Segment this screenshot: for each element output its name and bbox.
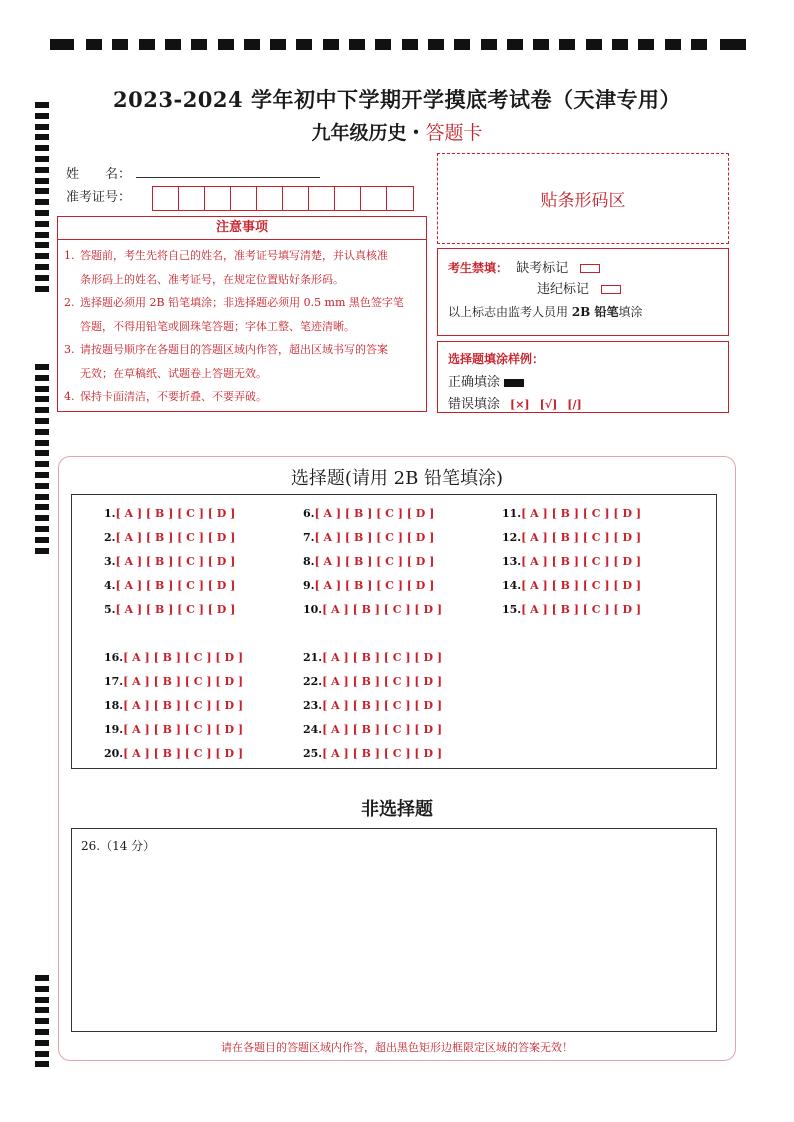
timing-mark	[218, 39, 234, 50]
timing-mark	[533, 39, 549, 50]
timing-mark	[35, 515, 49, 521]
choice-answer-area	[71, 494, 717, 769]
timing-mark	[35, 986, 49, 992]
timing-mark	[35, 286, 49, 292]
forbid-box	[437, 248, 729, 336]
question-number: 19.	[104, 723, 124, 736]
question-19-options[interactable]	[104, 723, 243, 736]
timing-mark	[612, 39, 628, 50]
option-bubbles[interactable]: [ A ] [ B ] [ C ] [ D ]	[322, 651, 443, 664]
timing-mark	[559, 39, 575, 50]
timing-mark	[50, 39, 74, 50]
timing-mark	[35, 167, 49, 173]
question-number: 2.	[104, 531, 116, 544]
timing-mark	[35, 997, 49, 1003]
choice-section-title: 选择题(请用 2B 铅笔填涂)	[290, 468, 504, 489]
option-bubbles[interactable]: [ A ] [ B ] [ C ] [ D ]	[123, 747, 244, 760]
timing-mark	[35, 232, 49, 238]
option-bubbles[interactable]: [ A ] [ B ] [ C ] [ D ]	[322, 603, 443, 616]
option-bubbles[interactable]: [ A ] [ B ] [ C ] [ D ]	[314, 531, 435, 544]
left-timing-marks-bottom	[35, 975, 50, 1075]
forbid-note-prefix: 以上标志由监考人员用	[448, 305, 572, 319]
timing-mark	[35, 386, 49, 392]
timing-mark	[481, 39, 497, 50]
timing-mark	[35, 1061, 49, 1067]
exam-number-label: 准考证号：	[66, 190, 132, 205]
timing-mark	[323, 39, 339, 50]
question-1-options[interactable]	[104, 507, 235, 520]
notice-line: 条形码上的姓名、准考证号，在规定位置贴好条形码。	[80, 272, 344, 286]
notice-heading: 注意事项	[57, 216, 427, 240]
name-field[interactable]	[136, 177, 320, 178]
barcode-area	[437, 153, 729, 244]
question-9-options[interactable]	[303, 579, 434, 592]
exam-number-cell[interactable]	[335, 187, 361, 210]
timing-mark	[402, 39, 418, 50]
question-number: 14.	[502, 579, 522, 592]
question-number: 21.	[303, 651, 323, 664]
timing-mark	[375, 39, 391, 50]
absent-mark-label: 缺考标记	[516, 261, 569, 276]
question-number: 4.	[104, 579, 116, 592]
timing-mark	[35, 221, 49, 227]
forbid-label: 考生禁填：	[448, 261, 509, 275]
timing-mark	[35, 418, 49, 424]
timing-mark	[296, 39, 312, 50]
notice-item	[64, 291, 420, 338]
notice-line: 保持卡面清洁，不要折叠、不要弄破。	[80, 390, 267, 403]
question-18-options[interactable]	[104, 699, 243, 712]
subtitle-subject: 九年级历史・	[311, 122, 426, 144]
timing-mark	[35, 494, 49, 500]
question-number: 13.	[502, 555, 522, 568]
question-26-area[interactable]	[71, 828, 717, 1032]
notice-item	[64, 338, 420, 385]
timing-mark	[112, 39, 128, 50]
question-number: 3.	[104, 555, 116, 568]
question-21-options[interactable]	[303, 651, 442, 664]
fill-sample-box	[437, 341, 729, 413]
question-12-options[interactable]	[502, 531, 641, 544]
notice-num: 1.	[64, 249, 75, 262]
timing-mark	[35, 264, 49, 270]
timing-mark	[270, 39, 286, 50]
sample-label: 选择题填涂样例：	[448, 352, 545, 366]
notice-line: 请按题号顺序在各题目的答题区域内作答，超出区域书写的答案	[80, 343, 388, 356]
timing-mark	[35, 188, 49, 194]
question-number: 22.	[303, 675, 323, 688]
exam-number-cell[interactable]	[153, 187, 179, 210]
notice-num: 4.	[64, 390, 75, 403]
timing-mark	[35, 145, 49, 151]
question-17-options[interactable]	[104, 675, 243, 688]
timing-mark	[35, 364, 49, 370]
question-number: 11.	[502, 507, 522, 520]
question-6-options[interactable]	[303, 507, 434, 520]
question-number: 23.	[303, 699, 323, 712]
correct-fill-mark	[504, 379, 524, 387]
option-bubbles[interactable]: [ A ] [ B ] [ C ] [ D ]	[322, 699, 443, 712]
timing-mark	[665, 39, 681, 50]
question-7-options[interactable]	[303, 531, 434, 544]
timing-mark	[35, 178, 49, 184]
absent-mark-box[interactable]	[580, 264, 600, 273]
timing-mark	[507, 39, 523, 50]
option-bubbles[interactable]: [ A ] [ B ] [ C ] [ D ]	[521, 555, 642, 568]
timing-mark	[35, 275, 49, 281]
option-bubbles[interactable]: [ A ] [ B ] [ C ] [ D ]	[521, 603, 642, 616]
timing-mark	[35, 242, 49, 248]
timing-mark	[35, 1029, 49, 1035]
question-number: 8.	[303, 555, 315, 568]
forbid-note-bold: 2B 铅笔	[571, 305, 619, 319]
wrong-mark: [×]	[510, 398, 530, 411]
timing-mark	[165, 39, 181, 50]
footer-note: 请在各题目的答题区域内作答，超出黑色矩形边框限定区域的答案无效！	[221, 1041, 573, 1054]
option-bubbles[interactable]: [ A ] [ B ] [ C ] [ D ]	[521, 531, 642, 544]
timing-mark	[691, 39, 707, 50]
option-bubbles[interactable]: [ A ] [ B ] [ C ] [ D ]	[322, 675, 443, 688]
question-25-options[interactable]	[303, 747, 442, 760]
option-bubbles[interactable]: [ A ] [ B ] [ C ] [ D ]	[322, 747, 443, 760]
exam-number-cell[interactable]	[283, 187, 309, 210]
timing-mark	[35, 975, 49, 981]
question-number: 16.	[104, 651, 124, 664]
timing-mark	[35, 1007, 49, 1013]
timing-mark	[35, 396, 49, 402]
question-4-options[interactable]	[104, 579, 235, 592]
timing-mark	[35, 450, 49, 456]
timing-mark	[35, 526, 49, 532]
question-number: 24.	[303, 723, 323, 736]
question-14-options[interactable]	[502, 579, 641, 592]
question-5-options[interactable]	[104, 603, 235, 616]
timing-mark	[35, 253, 49, 259]
page-title: 2023-2024 学年初中下学期开学摸底考试卷（天津专用）	[113, 87, 681, 112]
notice-list	[57, 240, 427, 412]
option-bubbles[interactable]: [ A ] [ B ] [ C ] [ D ]	[115, 531, 236, 544]
notice-line: 答题前，考生先将自己的姓名，准考证号填写清楚，并认真核准	[80, 249, 388, 262]
violation-mark-box[interactable]	[601, 285, 621, 294]
option-bubbles[interactable]: [ A ] [ B ] [ C ] [ D ]	[314, 579, 435, 592]
question-16-options[interactable]	[104, 651, 243, 664]
notice-num: 2.	[64, 296, 75, 309]
violation-mark-label: 违纪标记	[537, 282, 590, 297]
option-bubbles[interactable]: [ A ] [ B ] [ C ] [ D ]	[123, 651, 244, 664]
question-number: 20.	[104, 747, 124, 760]
forbid-note-suffix: 填涂	[618, 305, 643, 319]
notice-num: 3.	[64, 343, 75, 356]
correct-fill-label: 正确填涂	[448, 375, 501, 390]
wrong-mark: [/]	[567, 398, 582, 411]
option-bubbles[interactable]: [ A ] [ B ] [ C ] [ D ]	[115, 507, 236, 520]
option-bubbles[interactable]: [ A ] [ B ] [ C ] [ D ]	[123, 675, 244, 688]
timing-mark	[139, 39, 155, 50]
exam-number-cell[interactable]	[309, 187, 335, 210]
question-number: 6.	[303, 507, 315, 520]
timing-mark	[428, 39, 444, 50]
notice-line: 无效；在草稿纸、试题卷上答题无效。	[80, 366, 267, 380]
timing-mark	[586, 39, 602, 50]
question-number: 12.	[502, 531, 522, 544]
subtitle-card: 答题卡	[425, 122, 483, 144]
timing-mark	[86, 39, 102, 50]
timing-mark	[349, 39, 365, 50]
exam-number-cell[interactable]	[257, 187, 283, 210]
timing-mark	[35, 156, 49, 162]
notice-line: 选择题必须用 2B 铅笔填涂；非选择题必须用 0.5 mm 黑色签字笔	[80, 296, 404, 309]
timing-mark	[35, 440, 49, 446]
question-number: 5.	[104, 603, 116, 616]
question-24-options[interactable]	[303, 723, 442, 736]
option-bubbles[interactable]: [ A ] [ B ] [ C ] [ D ]	[123, 699, 244, 712]
question-20-options[interactable]	[104, 747, 243, 760]
page-subtitle	[0, 118, 794, 145]
timing-mark	[35, 504, 49, 510]
exam-number-cell[interactable]	[231, 187, 257, 210]
question-number: 17.	[104, 675, 124, 688]
name-label: 姓 名：	[66, 167, 132, 182]
option-bubbles[interactable]: [ A ] [ B ] [ C ] [ D ]	[123, 723, 244, 736]
question-10-options[interactable]	[303, 603, 442, 616]
question-13-options[interactable]	[502, 555, 641, 568]
option-bubbles[interactable]: [ A ] [ B ] [ C ] [ D ]	[322, 723, 443, 736]
option-bubbles[interactable]: [ A ] [ B ] [ C ] [ D ]	[115, 603, 236, 616]
timing-mark	[454, 39, 470, 50]
option-bubbles[interactable]: [ A ] [ B ] [ C ] [ D ]	[115, 555, 236, 568]
timing-mark	[35, 537, 49, 543]
question-number: 15.	[502, 603, 522, 616]
exam-number-cell[interactable]	[205, 187, 231, 210]
timing-mark	[35, 1018, 49, 1024]
question-26-label: 26.（14 分）	[81, 839, 156, 853]
notice-line: 答题，不得用铅笔或圆珠笔答题；字体工整、笔迹清晰。	[80, 319, 355, 333]
notice-item	[64, 244, 420, 291]
question-15-options[interactable]	[502, 603, 641, 616]
option-bubbles[interactable]: [ A ] [ B ] [ C ] [ D ]	[521, 507, 642, 520]
timing-mark	[35, 375, 49, 381]
wrong-mark: [√]	[539, 398, 558, 411]
question-22-options[interactable]	[303, 675, 442, 688]
question-number: 18.	[104, 699, 124, 712]
top-timing-marks	[50, 39, 746, 51]
option-bubbles[interactable]: [ A ] [ B ] [ C ] [ D ]	[115, 579, 236, 592]
question-3-options[interactable]	[104, 555, 235, 568]
nonchoice-section-title: 非选择题	[361, 799, 433, 820]
timing-mark	[35, 210, 49, 216]
timing-mark	[244, 39, 260, 50]
timing-mark	[35, 429, 49, 435]
barcode-label: 贴条形码区	[540, 191, 626, 211]
question-11-options[interactable]	[502, 507, 641, 520]
question-23-options[interactable]	[303, 699, 442, 712]
timing-mark	[35, 548, 49, 554]
question-8-options[interactable]	[303, 555, 434, 568]
question-number: 9.	[303, 579, 315, 592]
timing-mark	[638, 39, 654, 50]
option-bubbles[interactable]: [ A ] [ B ] [ C ] [ D ]	[314, 507, 435, 520]
question-number: 7.	[303, 531, 315, 544]
question-2-options[interactable]	[104, 531, 235, 544]
option-bubbles[interactable]: [ A ] [ B ] [ C ] [ D ]	[314, 555, 435, 568]
question-number: 25.	[303, 747, 323, 760]
wrong-fill-label: 错误填涂	[448, 397, 501, 412]
timing-mark	[35, 407, 49, 413]
forbid-note	[448, 303, 718, 320]
timing-mark	[720, 39, 746, 50]
question-number: 10.	[303, 603, 323, 616]
exam-number-cell[interactable]	[387, 187, 413, 210]
exam-number-cell[interactable]	[179, 187, 205, 210]
option-bubbles[interactable]: [ A ] [ B ] [ C ] [ D ]	[521, 579, 642, 592]
notice-item	[64, 385, 420, 409]
question-number: 1.	[104, 507, 116, 520]
exam-number-cell[interactable]	[361, 187, 387, 210]
timing-mark	[35, 199, 49, 205]
exam-number-field[interactable]	[152, 186, 414, 211]
timing-mark	[191, 39, 207, 50]
